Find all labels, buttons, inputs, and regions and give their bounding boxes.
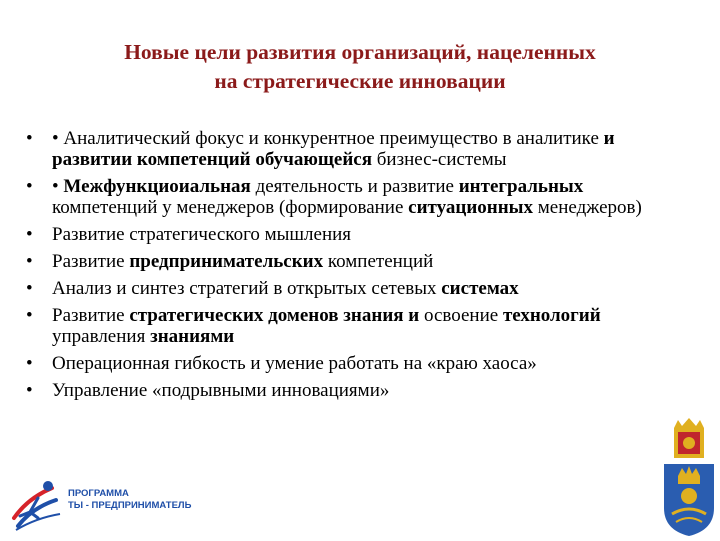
bullet-text: компетенций у менеджеров (формирование (52, 197, 409, 218)
bullet-text: знаниями (150, 326, 235, 347)
bullet-text: менеджеров) (533, 197, 642, 218)
bullet-text: освоение (419, 305, 503, 326)
coat-of-arms-icon (660, 418, 718, 536)
bullet-item (26, 380, 686, 401)
bullet-marker: • (26, 128, 33, 149)
bullet-marker: • (26, 251, 33, 272)
program-logo-text (68, 488, 191, 512)
bullet-item (26, 251, 686, 272)
bullet-list (26, 128, 686, 407)
bullet-item (26, 305, 686, 347)
bullet-text: Развитие (52, 251, 130, 272)
coat-of-arms (660, 418, 718, 536)
bullet-text: • Аналитический фокус и конкурентное преимущество в аналитике (52, 128, 604, 149)
program-logo-line-2: ТЫ - ПРЕДПРИНИМАТЕЛЬ (68, 500, 192, 511)
bullet-text: Операционная гибкость и умение работать на «краю хаоса» (52, 353, 537, 374)
bullet-text: бизнес-системы (372, 149, 507, 170)
bullet-text: компетенций (323, 251, 434, 272)
program-logo-line-1: ПРОГРАММА (68, 488, 129, 499)
bullet-text: Развитие (52, 305, 130, 326)
bullet-text: Межфункциоиальная (63, 176, 251, 197)
bullet-marker: • (26, 305, 33, 326)
program-logo (8, 478, 218, 536)
running-figure-logo-icon (8, 478, 68, 536)
bullet-text: и развитии компетенций обучающейся (52, 128, 615, 170)
bullet-text: системах (441, 278, 519, 299)
bullet-text: Управление «подрывными инновациями» (52, 380, 390, 401)
bullet-text: предпринимательских (129, 251, 324, 272)
bullet-marker: • (26, 278, 33, 299)
bullet-text: интегральных (458, 176, 584, 197)
bullet-text: управления (52, 326, 151, 347)
bullet-text: • (52, 176, 64, 197)
bullet-text: Развитие стратегического мышления (52, 224, 352, 245)
bullet-text: Анализ и синтез стратегий в открытых сетевых (52, 278, 442, 299)
bullet-item (26, 224, 686, 245)
bullet-marker: • (26, 176, 33, 197)
bullet-item (26, 176, 686, 218)
bullet-item (26, 353, 686, 374)
bullet-text: технологий (502, 305, 601, 326)
bullet-marker: • (26, 380, 33, 401)
slide-title-line-1: Новые цели развития организаций, нацеленных (124, 40, 596, 64)
bullet-marker: • (26, 224, 33, 245)
bullet-marker: • (26, 353, 33, 374)
bullet-item (26, 278, 686, 299)
bullet-text: деятельность и развитие (250, 176, 459, 197)
bullet-item (26, 128, 686, 170)
bullet-text: ситуационных (408, 197, 534, 218)
bullet-text: стратегических доменов знания и (129, 305, 420, 326)
slide-title-line-2: на стратегические инновации (214, 69, 506, 93)
slide-title (40, 38, 680, 96)
